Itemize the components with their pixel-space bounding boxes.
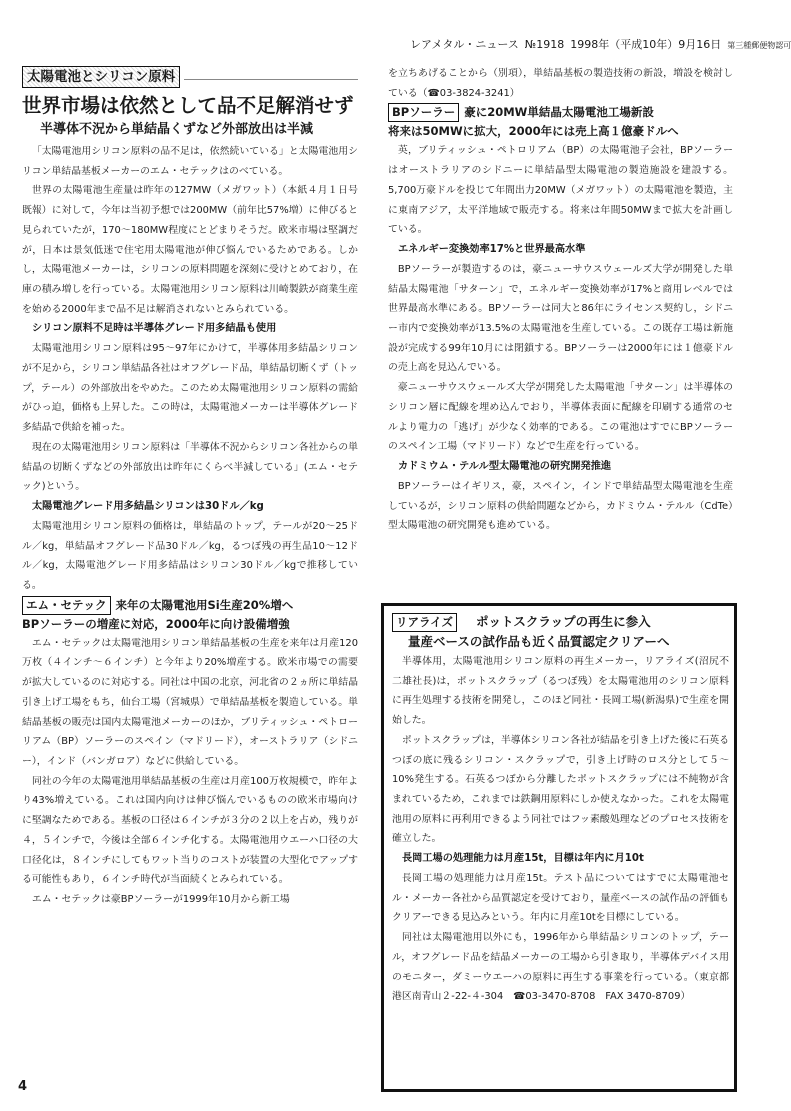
article-headline: 世界市場は依然として品不足解消せず	[22, 94, 354, 117]
page-number: 4	[18, 1079, 28, 1094]
paragraph: ポットスクラップは，半導体シリコン各社が結晶を引き上げた後に石英るつぼの底に残るシリコン・スクラップで，引き上げ時のロス分として５～10%発生する。石英るつぼから分離したポットスクラップには不純物が含まれているため，これまでは鉄鋼用原料にしか使えなかった。これを太陽電池用の原料に再利用できるよう同社ではフッ素酸処理などのプロセス技術を確立した。	[392, 734, 729, 845]
article-subheadline: 半導体不況から単結晶くずなど外部放出は半減	[40, 122, 314, 137]
issue-date: 1998年（平成10年）9月16日	[570, 38, 722, 51]
paragraph: 半導体用，太陽電池用シリコン原料の再生メーカー，リアライズ(沼尻不二雄社長)は，ポットスクラップ（るつぼ残）を太陽電池用のシリコン原料に再生処理する技術を開発し，このほど同社・長岡工場(新潟県)で生産を開始した。	[392, 656, 729, 727]
subheading: 太陽電池グレード用多結晶シリコンは30ドル／kg	[32, 500, 264, 512]
company-tag: BPソーラー	[388, 103, 459, 122]
article-head	[22, 596, 358, 615]
paragraph: 同社は太陽電池用以外にも，1996年から単結晶シリコンのトップ，テール，オフグレード品を結晶メーカーの工場から引き取り，半導体デバイス用のモニター，ダミーウエーハの原料に再生する事業を行っている。（東京都港区南青山２-22-４-304 ☎03-3470-8708 FAX 3470-8709）	[392, 932, 729, 1003]
article-subheadline: 量産ベースの試作品も近く品質認定クリアーへ	[408, 634, 670, 649]
right-column	[388, 64, 733, 601]
left-column	[22, 64, 358, 1094]
article-head	[392, 612, 729, 632]
article-subheadline: BPソーラーの増産に対応，2000年に向け設備増強	[22, 616, 290, 631]
paragraph: BPソーラーはイギリス，豪，スペイン，インドで単結晶型太陽電池を生産しているが，シリコン原料の供給問題などから，カドミウム・テルル（CdTe）型太陽電池の研究開発も進めている。	[388, 480, 733, 532]
subheading: エネルギー変換効率17%と世界最高水準	[398, 243, 586, 255]
article-headline: ポットスクラップの再生に参入	[476, 614, 651, 629]
postal-permit: 第三種郵便物認可	[727, 41, 791, 50]
company-tag: エム・セテック	[22, 596, 111, 615]
issue-number: №1918	[524, 38, 565, 51]
article-subheadline: 将来は50MWに拡大，2000年には売上高１億豪ドルへ	[388, 124, 679, 139]
page-header	[410, 36, 791, 54]
section-tag: 太陽電池とシリコン原料	[22, 66, 180, 88]
paragraph: BPソーラーが製造するのは，豪ニューサウスウェールズ大学が開発した単結晶太陽電池「サターン」で，エネルギー変換効率が17%と商用レベルでは世界最高水準にある。BPソーラーは同大と86年にライセンス契約し，シドニー市内で変換効率が13.5%の太陽電池を生産している。この既存工場は新施設が完成する99年10月には閉鎖する。BPソーラーは2000年には１億豪ドルの売上高を見込んでいる。	[388, 263, 733, 374]
paragraph: 英，ブリティッシュ・ペトロリアム（BP）の太陽電池子会社，BPソーラーはオーストラリアのシドニーに単結晶型太陽電池の製造施設を建設する。5,700万豪ドルを投じて年間出力20MW（メガワット）の太陽電池を製造，主に東南アジア，太平洋地域で販売する。将来は年間50MWまで拡大を計画している。	[388, 145, 734, 236]
article-headline: 来年の太陽電池用Si生産20%増へ	[115, 597, 294, 612]
subheading: 長岡工場の処理能力は月産15t，目標は年内に月10t	[402, 853, 644, 865]
paragraph: 「太陽電池用シリコン原料の品不足は，依然続いている」と太陽電池用シリコン単結晶基板メーカーのエム・セテックはのべている。	[22, 146, 358, 177]
paragraph: 太陽電池用シリコン原料は95～97年にかけて，半導体用多結晶シリコンが不足から，シリコン単結晶各社はオフグレード品，単結晶切断くず（トップ，テール）の外部放出をやめた。このため太陽電池用シリコン原料の需給がひっ迫，価格も上昇した。この時は，太陽電池メーカーは半導体グレード多結晶で供給を補った。	[22, 343, 358, 434]
paragraph: エム・セテックは豪BPソーラーが1999年10月から新工場	[31, 893, 290, 905]
subheading: カドミウム・テルル型太陽電池の研究開発推進	[398, 460, 612, 472]
paragraph: 現在の太陽電池用シリコン原料は「半導体不況からシリコン各社からの単結晶の切断くずなどの外部放出は昨年にくらべ半減している」(エム・セテック)という。	[22, 441, 358, 493]
section-header	[22, 64, 358, 90]
paragraph: 同社の今年の太陽電池用単結晶基板の生産は月産100万枚規模で，昨年より43%増えている。これは国内向けは伸び悩んでいるものの欧米市場向けに堅調なためである。基板の口径は６インチが３分の２以上を占め，残りが４，５インチで，今後は全部６インチ化する。太陽電池用ウエーハ口径の大口径化は，８インチにしてもワット当りのコストが装置の大型化でアップする可能性もあり，６インチ時代が当面続くとみられている。	[22, 775, 358, 886]
article-head	[388, 103, 733, 122]
subheading: シリコン原料不足時は半導体グレード用多結晶も使用	[32, 323, 277, 335]
company-tag: リアライズ	[392, 613, 457, 632]
paragraph: エム・セテックは太陽電池用シリコン単結晶基板の生産を来年は月産120万枚（４インチ～６インチ）と今年より20%増産する。欧米市場での需要が拡大しているのに対応する。同社は中国の北京，河北省の２ヵ所に単結晶引き上げ工場をもち，仙台工場（宮城県）で単結晶基板を製造している。単結晶基板の販売は国内太陽電池メーカーのほか，ブリティッシュ・ペトローリアム（BP）ソーラーのスペイン（マドリード），オーストラリア（シドニー），インド（バンガロア）などに供給している。	[22, 637, 358, 767]
article-headline: 豪に20MW単結晶太陽電池工場新設	[464, 105, 654, 120]
paragraph: 豪ニューサウスウェールズ大学が開発した太陽電池「サターン」は半導体のシリコン層に配線を埋め込んでおり，半導体表面に配線を印刷する通常のセルより電力の「逃げ」が少なく効率的である。この電池はすでにBPソーラーのスペイン工場（マドリード）などで生産を行っている。	[388, 382, 733, 453]
paragraph: 世界の太陽電池生産量は昨年の127MW（メガワット）（本紙４月１日号既報）に対して，今年は当初予想では200MW（前年比57%増）に伸びると見られていたが，170～180MW程度にとどまりそうだ。欧米市場は堅調だが，日本は景気低迷で住宅用太陽電池が伸び悩んでいるためである。しかし，太陽電池メーカーは，シリコンの原料問題を深刻に受けとめており，在庫の積み増しを行っている。太陽電池用シリコン原料は川崎製鉄が商業生産を始める2000年まで品不足は解消されないとみられている。	[22, 185, 358, 315]
paragraph: を立ちあげることから（別項），単結晶基板の製造技術の新設，増設を検討している（☎03-3824-3241）	[388, 68, 733, 99]
paragraph: 長岡工場の処理能力は月産15t。テスト品についてはすでに太陽電池セル・メーカー各社から品質認定を受けており，量産ベースの試作品の評価もクリアーできる見込みという。年内に月産10tを目標にしている。	[392, 873, 729, 924]
paragraph: 太陽電池用シリコン原料の価格は，単結晶のトップ，テールが20～25ドル／kg，単結晶オフグレード品30ドル／kg，るつぼ残の再生品10～12ドル／kg，太陽電池グレード用多結晶はシリコン30ドル／kgで推移している。	[22, 520, 358, 592]
boxed-article	[381, 603, 737, 1092]
section-rule	[184, 79, 358, 80]
publication-name: レアメタル・ニュース	[410, 38, 519, 51]
